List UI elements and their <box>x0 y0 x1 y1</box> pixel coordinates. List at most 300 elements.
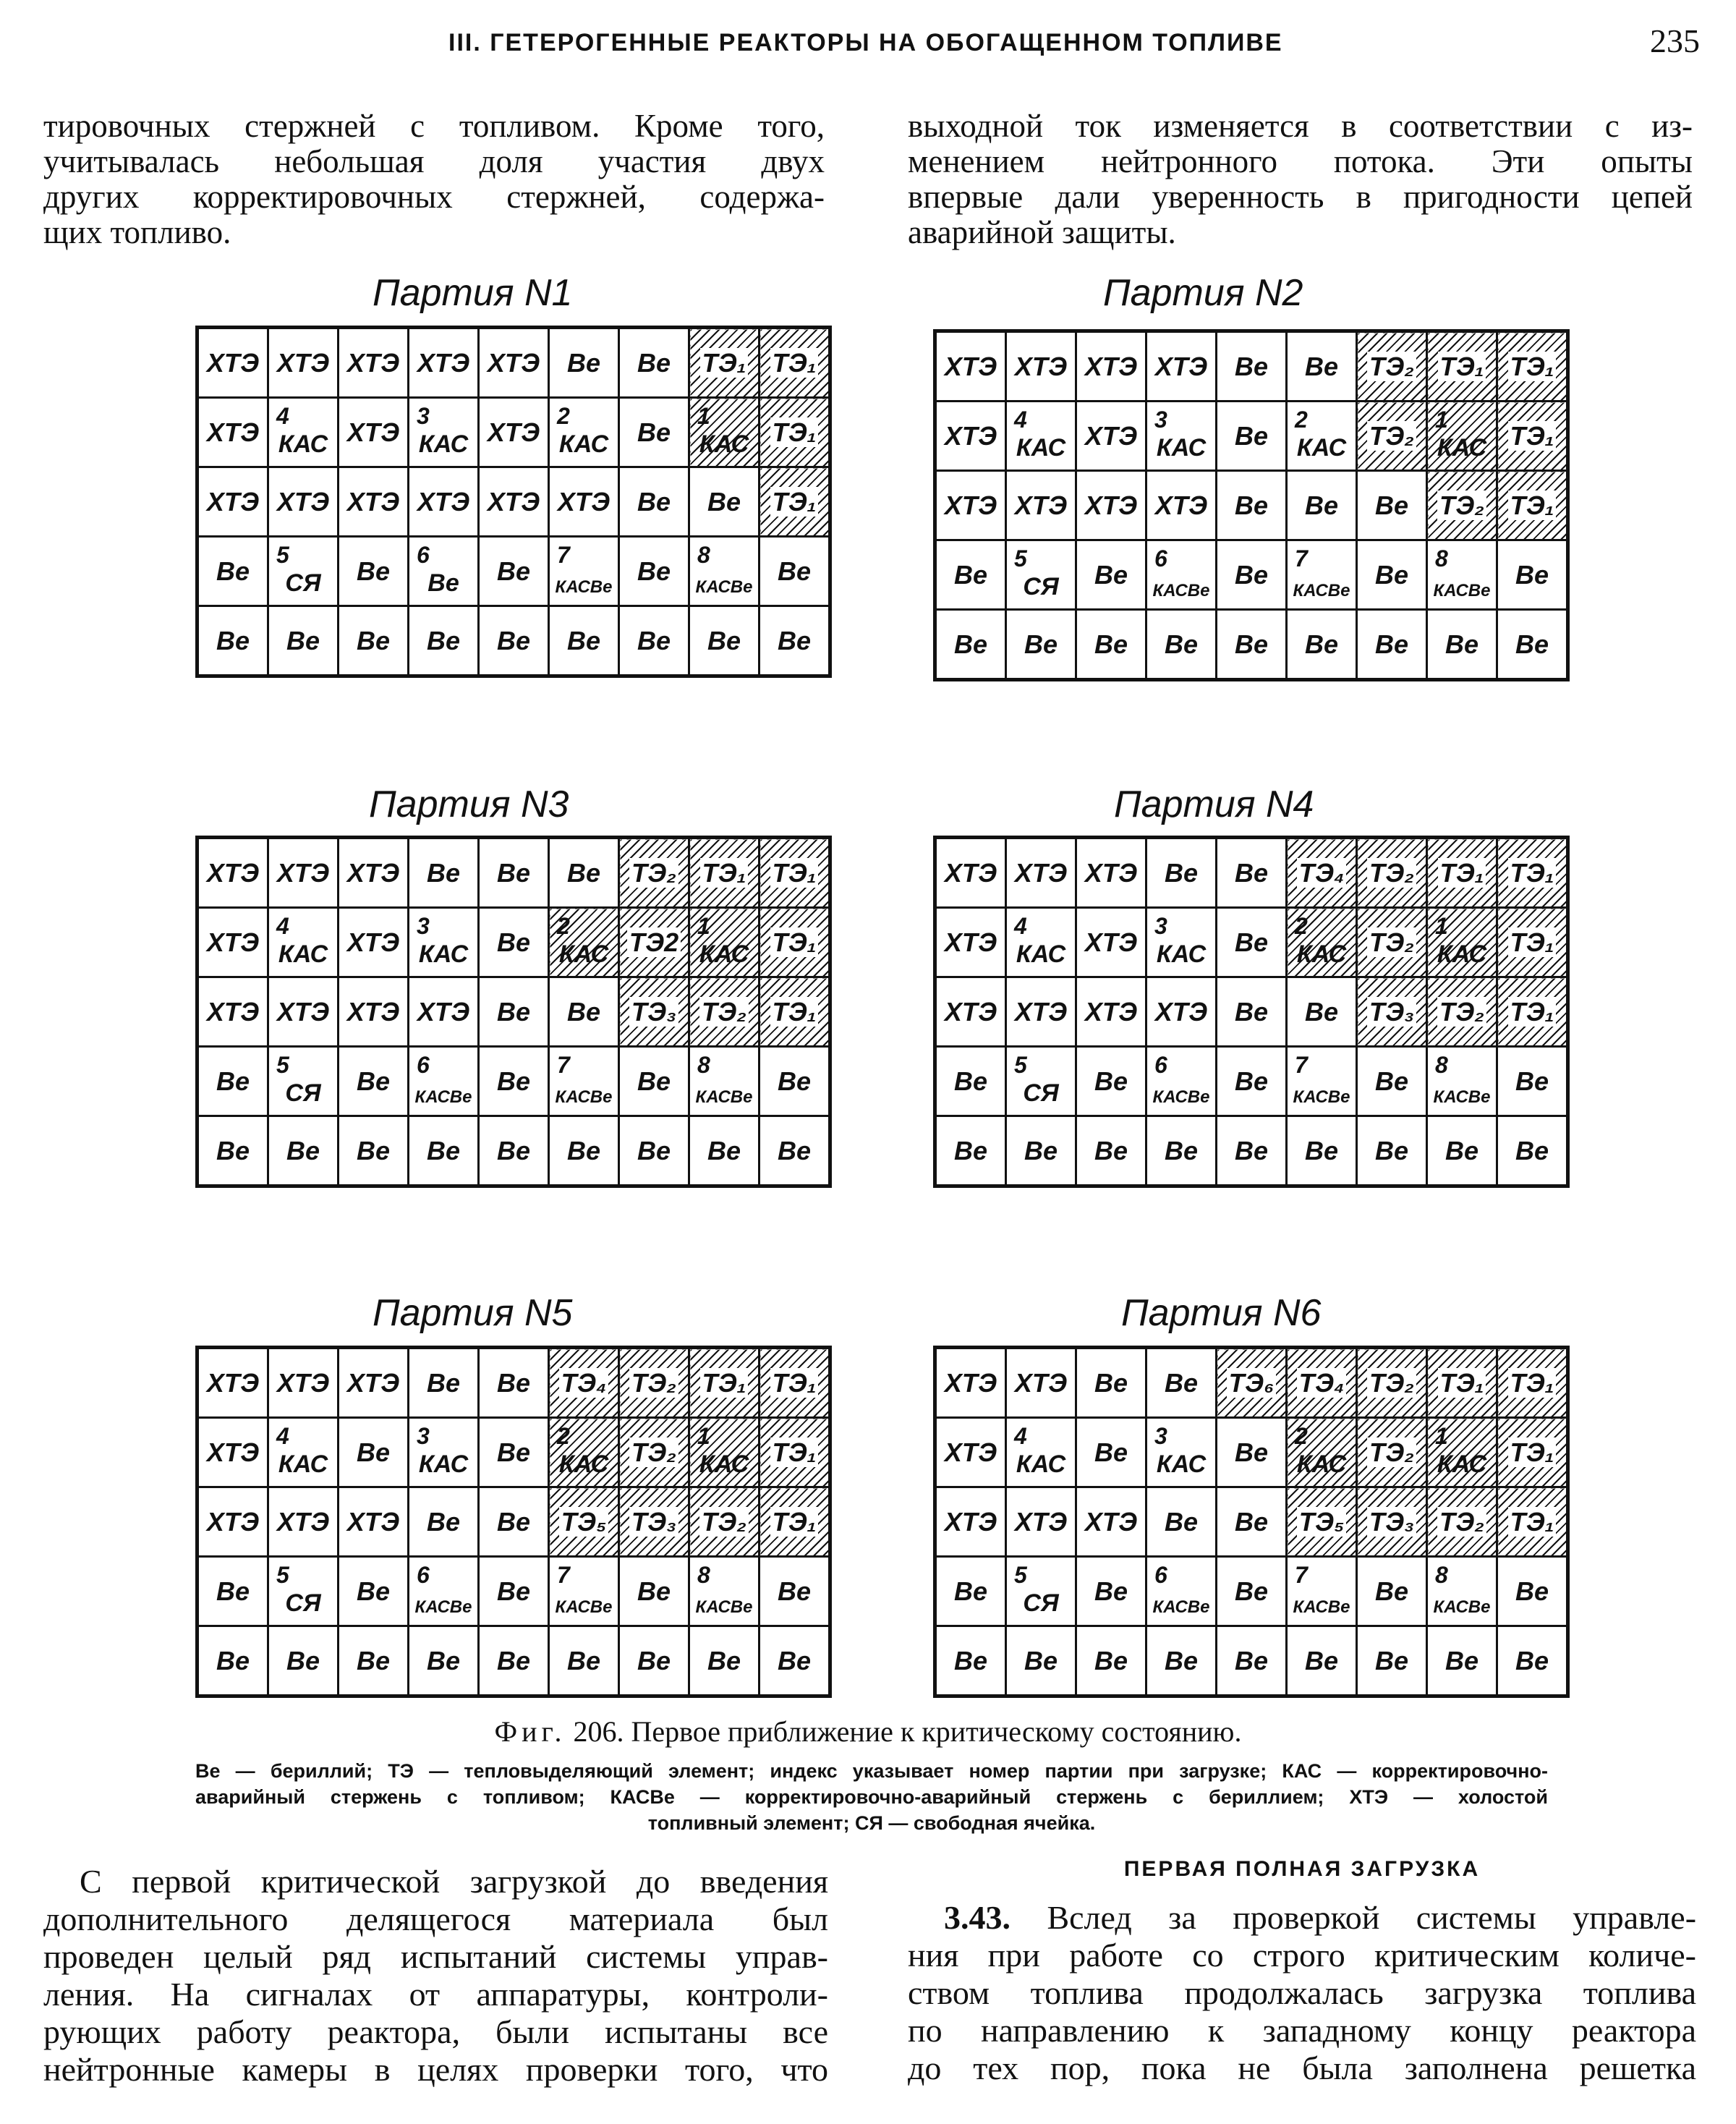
grid-row <box>197 398 830 467</box>
fuel-element-cell <box>1497 908 1568 977</box>
grid-cell <box>1076 1626 1146 1696</box>
cell-label: ХТЭ <box>206 347 260 378</box>
cell-label: Be <box>953 1066 988 1096</box>
cell-label: ТЭ₁ <box>1508 1437 1557 1467</box>
cell-label: ХТЭ <box>1084 490 1138 520</box>
fuel-element-cell <box>760 1418 830 1487</box>
fuel-element-cell <box>689 1348 760 1418</box>
cell-label: ХТЭ <box>944 1437 997 1467</box>
grid-cell <box>409 1557 479 1626</box>
grid-cell <box>1076 1047 1146 1116</box>
grid-cell <box>935 908 1006 977</box>
cell-label: Be <box>356 625 391 655</box>
figure-caption-text: 206. Первое приближение к критическому состоянию. <box>573 1715 1242 1748</box>
fuel-element-cell <box>689 838 760 908</box>
legend-line: топливный элемент; СЯ — свободная ячейка. <box>647 1812 1096 1834</box>
cell-label: КАСBe <box>1433 1597 1491 1617</box>
lattice-grid <box>933 836 1570 1188</box>
grid-cell <box>760 1116 830 1186</box>
grid-cell <box>1146 977 1217 1047</box>
cell-label: Be <box>496 1645 531 1675</box>
fuel-element-cell <box>760 908 830 977</box>
cell-label: Be <box>1444 1645 1479 1675</box>
grid-cell <box>619 1557 689 1626</box>
cell-label: ХТЭ <box>944 996 997 1027</box>
cell-label: ТЭ₃ <box>1367 1507 1416 1537</box>
cell-label: Be <box>1234 1066 1269 1096</box>
bottom-right-paragraph <box>908 1899 1696 2087</box>
cell-label: ХТЭ <box>276 996 330 1027</box>
grid-cell <box>409 1348 479 1418</box>
cell-label: Be <box>496 1576 531 1606</box>
grid-cell <box>1427 1557 1497 1626</box>
grid-row <box>197 1626 830 1696</box>
fuel-element-cell <box>1287 1487 1357 1557</box>
grid-cell <box>619 328 689 398</box>
cell-label: ТЭ₅ <box>559 1507 609 1537</box>
grid-cell <box>1006 838 1076 908</box>
cell-label: Be <box>1094 1645 1128 1675</box>
text-line: дополнительного делящегося материала был <box>43 1900 828 1937</box>
grid-cell <box>197 1418 268 1487</box>
grid-cell <box>268 1348 339 1418</box>
grid-cell <box>1146 1116 1217 1186</box>
cell-label: Be <box>1304 490 1339 520</box>
grid-cell <box>1287 471 1357 540</box>
grid-cell <box>409 537 479 606</box>
cell-label: ТЭ₂ <box>629 1437 678 1467</box>
cell-number: 8 <box>1435 1052 1448 1078</box>
section-title: ПЕРВАЯ ПОЛНАЯ ЗАГРУЗКА <box>1123 1857 1481 1881</box>
grid-cell <box>409 1116 479 1186</box>
cell-label: Be <box>356 1135 391 1165</box>
fuel-element-cell <box>1357 1487 1427 1557</box>
fuel-element-cell <box>1217 1348 1287 1418</box>
grid-cell <box>1287 977 1357 1047</box>
grid-cell <box>1006 1348 1076 1418</box>
text-line: рующих работу реактора, были испытаны все <box>43 2013 828 2050</box>
cell-label: ТЭ₂ <box>1437 997 1486 1027</box>
cell-label: ХТЭ <box>346 1367 400 1398</box>
cell-label: Be <box>953 559 988 590</box>
grid-cell <box>1006 908 1076 977</box>
grid-cell <box>339 328 409 398</box>
grid-cell <box>197 908 268 977</box>
grid-cell <box>268 908 339 977</box>
cell-number: 3 <box>1154 913 1167 939</box>
grid-cell <box>409 1418 479 1487</box>
grid-cell <box>549 1626 619 1696</box>
cell-label: ТЭ₁ <box>1438 352 1486 381</box>
grid-cell <box>1427 1626 1497 1696</box>
cell-label: ХТЭ <box>944 1367 997 1398</box>
cell-label: ТЭ₂ <box>1367 1368 1416 1398</box>
cell-number: 7 <box>1295 545 1308 572</box>
grid-cell <box>1427 1047 1497 1116</box>
text-line: выходной ток изменяется в соответствии с из- <box>908 108 1693 144</box>
fuel-element-cell <box>1497 1487 1568 1557</box>
cell-label: СЯ <box>285 1079 321 1107</box>
cell-label: СЯ <box>1023 1079 1059 1107</box>
cell-label: Be <box>216 1066 250 1096</box>
text-line: проведен целый ряд испытаний системы управ- <box>43 1938 828 1975</box>
grid-cell <box>479 1418 549 1487</box>
fuel-element-cell <box>689 908 760 977</box>
fuel-element-cell <box>1427 838 1497 908</box>
grid-cell <box>197 537 268 606</box>
grid-cell <box>1076 610 1146 680</box>
grid-cell <box>409 1487 479 1557</box>
cell-label: Be <box>1374 1645 1409 1675</box>
fuel-element-cell <box>619 1348 689 1418</box>
grid-cell <box>549 1116 619 1186</box>
cell-number: 4 <box>276 913 289 939</box>
grid-row <box>197 908 830 977</box>
fuel-element-cell <box>549 908 619 977</box>
running-head: III. ГЕТЕРОГЕННЫЕ РЕАКТОРЫ НА ОБОГАЩЕННОМ ТОПЛИВЕ <box>448 29 1283 56</box>
cell-label: ХТЭ <box>206 857 260 888</box>
cell-number: 3 <box>417 1423 430 1449</box>
cell-label: КАС <box>558 1450 609 1478</box>
cell-label: Be <box>1234 1437 1269 1467</box>
cell-number: 7 <box>557 542 570 568</box>
cell-number: 4 <box>276 1423 289 1449</box>
cell-label: Be <box>1094 559 1128 590</box>
cell-label: Be <box>566 347 601 378</box>
cell-label: Be <box>566 1135 601 1165</box>
cell-label: Be <box>496 1367 531 1398</box>
cell-label: Be <box>637 1135 671 1165</box>
cell-label: КАСBe <box>1293 1597 1350 1617</box>
cell-label: Be <box>1444 629 1479 659</box>
cell-label: Be <box>1304 629 1339 659</box>
cell-label: Be <box>356 1576 391 1606</box>
cell-label: ТЭ₃ <box>629 997 678 1027</box>
cell-label: Be <box>496 1506 531 1537</box>
grid-cell <box>339 467 409 537</box>
cell-label: КАСBe <box>695 1087 753 1107</box>
fuel-element-cell <box>619 977 689 1047</box>
grid-cell <box>268 838 339 908</box>
cell-label: КАС <box>278 430 328 458</box>
grid-cell <box>1497 1116 1568 1186</box>
fuel-element-cell <box>760 977 830 1047</box>
cell-label: Be <box>496 625 531 655</box>
grid-cell <box>935 1116 1006 1186</box>
cell-label: ТЭ₁ <box>1508 1507 1557 1537</box>
cell-number: 3 <box>417 403 430 429</box>
cell-number: 6 <box>1154 545 1167 572</box>
cell-number: 2 <box>1295 407 1308 433</box>
cell-label: Be <box>1234 629 1269 659</box>
fuel-element-cell <box>1427 471 1497 540</box>
cell-number: 5 <box>1014 545 1027 572</box>
cell-label: КАС <box>1016 940 1066 968</box>
grid-cell <box>268 1047 339 1116</box>
grid-row <box>935 1487 1568 1557</box>
cell-label: Be <box>356 556 391 586</box>
grid-cell <box>479 537 549 606</box>
grid-row <box>197 1116 830 1186</box>
cell-label: Be <box>1374 1066 1409 1096</box>
text-line: до тех пор, пока не была заполнена решетка <box>908 2049 1696 2086</box>
grid-cell <box>1006 402 1076 471</box>
cell-label: КАС <box>1437 1450 1487 1478</box>
grid-cell <box>1357 540 1427 610</box>
grid-cell <box>549 838 619 908</box>
cell-label: КАС <box>1156 434 1207 462</box>
cell-number: 2 <box>557 403 570 429</box>
cell-label: Be <box>356 1437 391 1467</box>
fuel-element-cell <box>1287 908 1357 977</box>
cell-label: ТЭ₂ <box>1437 490 1486 520</box>
grid-cell <box>935 1626 1006 1696</box>
cell-label: Be <box>1374 1576 1409 1606</box>
fuel-element-cell <box>1497 331 1568 402</box>
cell-label: ХТЭ <box>346 486 400 517</box>
cell-label: ТЭ₁ <box>700 858 749 888</box>
grid-cell <box>689 537 760 606</box>
grid-cell <box>1497 540 1568 610</box>
grid-cell <box>619 398 689 467</box>
grid-row <box>197 1348 830 1418</box>
fuel-element-cell <box>689 1487 760 1557</box>
cell-label: ТЭ₁ <box>1438 858 1486 888</box>
cell-label: ТЭ₄ <box>1297 858 1347 888</box>
cell-label: ТЭ₁ <box>770 927 819 957</box>
grid-cell <box>1497 610 1568 680</box>
cell-label: ТЭ₁ <box>1508 421 1557 451</box>
cell-label: Be <box>1304 351 1339 381</box>
text-line: ством топлива продолжалась загрузка топлива <box>908 1974 1696 2011</box>
grid-cell <box>1006 1418 1076 1487</box>
cell-label: Be <box>1234 420 1269 451</box>
grid-cell <box>268 328 339 398</box>
grid-cell <box>1217 610 1287 680</box>
grid-cell <box>1287 1116 1357 1186</box>
grid-cell <box>409 977 479 1047</box>
lattice-grid <box>933 1346 1570 1698</box>
grid-cell <box>1217 540 1287 610</box>
cell-number: 1 <box>1435 1423 1448 1449</box>
cell-label: Be <box>216 625 250 655</box>
cell-label: КАС <box>1437 940 1487 968</box>
cell-label: Be <box>707 1135 741 1165</box>
fuel-element-cell <box>1287 838 1357 908</box>
cell-number: 4 <box>1014 913 1027 939</box>
grid-cell <box>1357 1047 1427 1116</box>
grid-row <box>935 1557 1568 1626</box>
cell-label: ХТЭ <box>487 486 540 517</box>
cell-label: Be <box>1094 1367 1128 1398</box>
cell-label: ХТЭ <box>1084 857 1138 888</box>
grid-cell <box>409 1626 479 1696</box>
cell-number: 5 <box>1014 1052 1027 1078</box>
grid-cell <box>1217 1418 1287 1487</box>
grid-cell <box>760 1047 830 1116</box>
cell-label: ТЭ₃ <box>1367 997 1416 1027</box>
cell-label: ТЭ₁ <box>1508 858 1557 888</box>
text-line <box>908 1899 1696 1937</box>
cell-number: 8 <box>697 542 710 568</box>
grid-cell <box>1006 540 1076 610</box>
grid-cell <box>197 467 268 537</box>
grid-cell <box>1287 1047 1357 1116</box>
cell-label: ХТЭ <box>346 347 400 378</box>
fuel-element-cell <box>1427 1348 1497 1418</box>
grid-cell <box>1146 540 1217 610</box>
cell-number: 6 <box>417 1562 430 1588</box>
grid-cell <box>1287 610 1357 680</box>
grid-row <box>935 1348 1568 1418</box>
cell-label: ТЭ₁ <box>1508 1368 1557 1398</box>
cell-number: 2 <box>557 913 570 939</box>
grid-cell <box>549 467 619 537</box>
grid-cell <box>1146 908 1217 977</box>
grid-cell <box>479 1047 549 1116</box>
grid-cell <box>1427 540 1497 610</box>
cell-label: КАСBe <box>1433 581 1491 600</box>
cell-label: ХТЭ <box>944 1506 997 1537</box>
cell-label: ХТЭ <box>944 927 997 957</box>
grid-cell <box>1076 1348 1146 1418</box>
batch-title: Партия N6 <box>1121 1292 1322 1334</box>
cell-label: КАС <box>1296 940 1347 968</box>
grid-cell <box>1146 331 1217 402</box>
grid-cell <box>1076 1557 1146 1626</box>
grid-row <box>197 537 830 606</box>
cell-number: 6 <box>1154 1052 1167 1078</box>
text-line-part: Вслед за проверкой системы управле- <box>1047 1899 1697 1936</box>
cell-label: Be <box>707 1645 741 1675</box>
cell-label: ТЭ₂ <box>1367 927 1416 957</box>
grid-cell <box>935 1487 1006 1557</box>
grid-row <box>197 1047 830 1116</box>
fuel-element-cell <box>760 398 830 467</box>
batch-title: Партия N1 <box>373 272 573 314</box>
lattice-grid <box>195 326 832 678</box>
top-right-paragraph <box>908 109 1693 250</box>
cell-label: ХТЭ <box>346 1506 400 1537</box>
grid-cell <box>1146 1557 1217 1626</box>
cell-label: ТЭ₃ <box>629 1507 678 1537</box>
grid-cell <box>935 471 1006 540</box>
grid-cell <box>1076 1116 1146 1186</box>
fuel-element-cell <box>1427 977 1497 1047</box>
grid-cell <box>479 838 549 908</box>
grid-cell <box>1006 1047 1076 1116</box>
cell-label: Be <box>777 1066 812 1096</box>
figure-label: Фиг. <box>494 1715 566 1748</box>
cell-number: 4 <box>1014 407 1027 433</box>
grid-cell <box>1006 977 1076 1047</box>
cell-label: ХТЭ <box>346 857 400 888</box>
grid-cell <box>1076 977 1146 1047</box>
cell-label: ХТЭ <box>206 1506 260 1537</box>
cell-label: ТЭ₅ <box>1297 1507 1347 1537</box>
cell-label: Be <box>1234 996 1269 1027</box>
grid-cell <box>1287 1626 1357 1696</box>
cell-label: КАСBe <box>1433 1087 1491 1107</box>
cell-label: ХТЭ <box>1014 857 1068 888</box>
cell-label: ХТЭ <box>417 347 470 378</box>
cell-label: ХТЭ <box>276 347 330 378</box>
grid-cell <box>1006 610 1076 680</box>
page-header <box>0 22 1736 65</box>
grid-cell <box>619 1116 689 1186</box>
cell-label: ТЭ₂ <box>1367 421 1416 451</box>
cell-label: ТЭ₂ <box>1367 858 1416 888</box>
cell-label: ХТЭ <box>206 417 260 447</box>
cell-label: Be <box>356 1066 391 1096</box>
grid-cell <box>268 1626 339 1696</box>
grid-cell <box>1217 402 1287 471</box>
text-line: С первой критической загрузкой до введения <box>80 1863 828 1900</box>
grid-cell <box>197 1348 268 1418</box>
lattice-grid <box>933 329 1570 681</box>
legend-line: аварийный стержень с топливом; КАСBe — корректировочно-аварийный стержень с бериллием; ХТЭ — холостой <box>195 1786 1548 1808</box>
fuel-element-cell <box>1427 1487 1497 1557</box>
cell-label: ТЭ₄ <box>559 1368 609 1398</box>
cell-number: 8 <box>1435 1562 1448 1588</box>
cell-label: КАС <box>278 940 328 968</box>
cell-label: КАСBe <box>555 1087 613 1107</box>
cell-label: КАС <box>1156 1450 1207 1478</box>
cell-number: 2 <box>557 1423 570 1449</box>
cell-number: 3 <box>1154 1423 1167 1449</box>
cell-label: ХТЭ <box>276 857 330 888</box>
cell-label: Be <box>1234 857 1269 888</box>
paragraph-number: 3.43. <box>944 1899 1010 1936</box>
grid-cell <box>339 1487 409 1557</box>
cell-label: Be <box>1164 1135 1199 1165</box>
cell-label: Be <box>1304 1135 1339 1165</box>
cell-label: Be <box>286 1135 320 1165</box>
cell-label: Be <box>426 1645 461 1675</box>
cell-label: Be <box>637 486 671 517</box>
grid-cell <box>1217 838 1287 908</box>
grid-cell <box>1146 1626 1217 1696</box>
fuel-element-cell <box>1357 402 1427 471</box>
text-line: менением нейтронного потока. Эти опыты <box>908 143 1693 179</box>
cell-label: ТЭ₂ <box>629 1368 678 1398</box>
cell-label: КАС <box>699 940 749 968</box>
grid-cell <box>197 606 268 676</box>
cell-number: 6 <box>417 1052 430 1078</box>
fuel-element-cell <box>689 977 760 1047</box>
cell-label: Be <box>953 629 988 659</box>
fuel-element-cell <box>1497 1348 1568 1418</box>
grid-row <box>197 328 830 398</box>
cell-label: Be <box>1164 629 1199 659</box>
cell-label: Be <box>953 1645 988 1675</box>
cell-label: Be <box>1374 490 1409 520</box>
grid-cell <box>1287 402 1357 471</box>
cell-label: ТЭ₂ <box>699 997 749 1027</box>
fuel-element-cell <box>1287 1418 1357 1487</box>
cell-label: Be <box>1234 927 1269 957</box>
cell-number: 1 <box>1435 913 1448 939</box>
cell-label: ТЭ₂ <box>1367 352 1416 381</box>
grid-cell <box>339 537 409 606</box>
fuel-element-cell <box>619 1487 689 1557</box>
fuel-element-cell <box>689 328 760 398</box>
cell-label: Be <box>496 1135 531 1165</box>
text-line: тировочных стержней с топливом. Кроме того, <box>43 108 825 144</box>
cell-label: Be <box>496 996 531 1027</box>
grid-cell <box>1076 908 1146 977</box>
cell-label: ТЭ₄ <box>1297 1368 1347 1398</box>
